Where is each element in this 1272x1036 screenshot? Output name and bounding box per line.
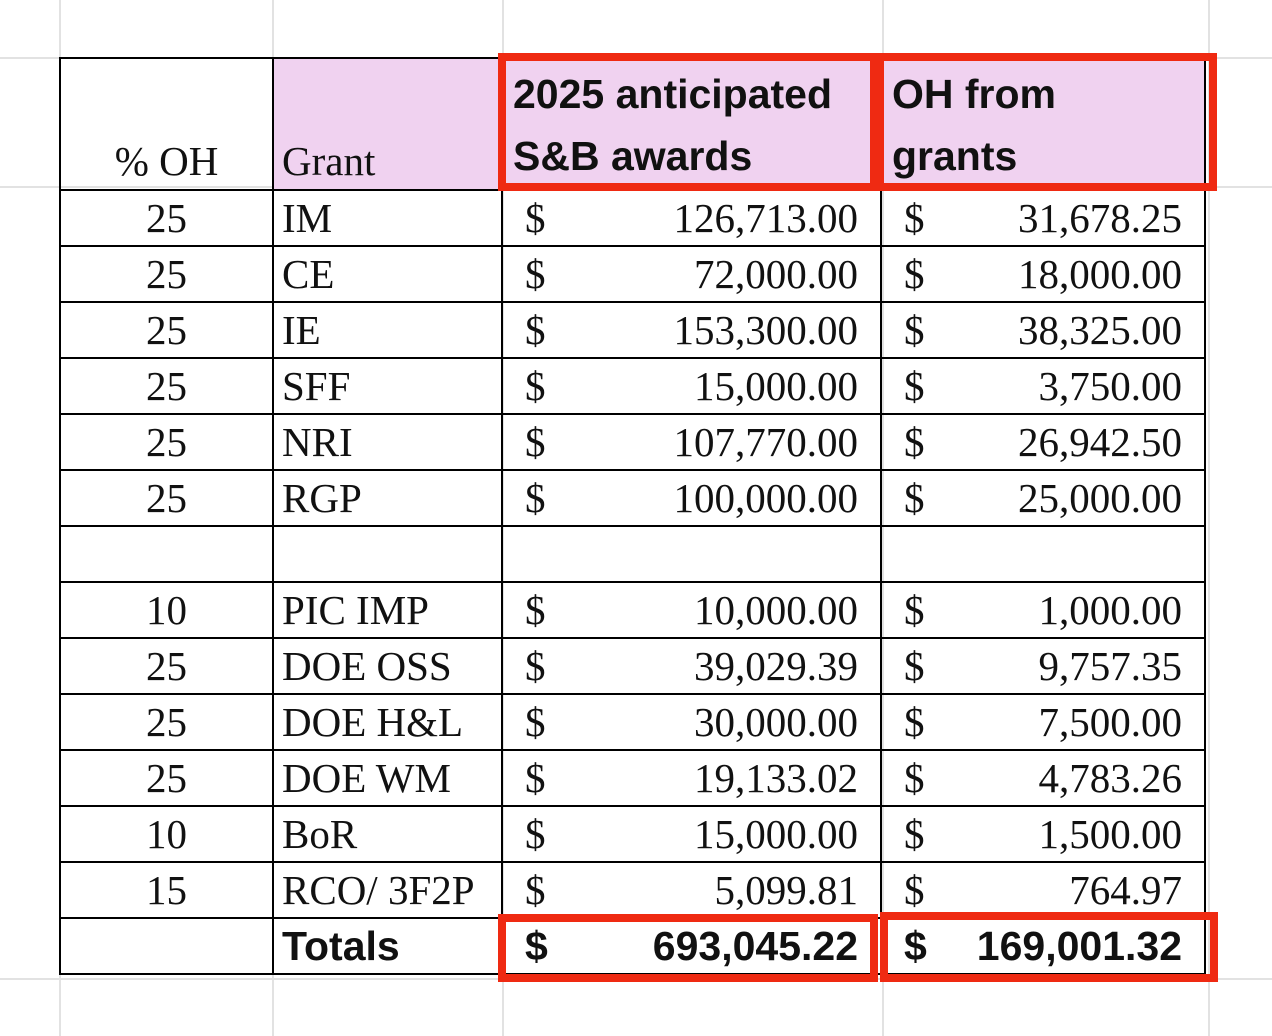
currency-symbol: $ bbox=[904, 363, 925, 409]
amount: 72,000.00 bbox=[694, 251, 858, 297]
money-value bbox=[503, 586, 880, 634]
money-value bbox=[503, 194, 880, 242]
awards-cell[interactable] bbox=[502, 638, 881, 694]
oh-percent-cell[interactable]: 25 bbox=[60, 302, 273, 358]
amount: 7,500.00 bbox=[1038, 699, 1182, 745]
currency-symbol: $ bbox=[904, 251, 925, 297]
amount: 169,001.32 bbox=[976, 922, 1182, 969]
highlight-box-oh-header bbox=[876, 53, 1217, 191]
currency-symbol: $ bbox=[904, 755, 925, 801]
grant-name-cell[interactable] bbox=[273, 526, 502, 582]
table-row bbox=[60, 750, 1205, 806]
currency-symbol: $ bbox=[525, 643, 546, 689]
awards-cell[interactable] bbox=[502, 190, 881, 246]
oh-percent-cell[interactable] bbox=[60, 526, 273, 582]
header-awards-line-2: S&B awards bbox=[513, 133, 753, 179]
amount: 153,300.00 bbox=[673, 307, 858, 353]
awards-cell[interactable] bbox=[502, 246, 881, 302]
amount: 764.97 bbox=[1069, 867, 1182, 913]
awards-cell[interactable] bbox=[502, 862, 881, 918]
money-value bbox=[503, 306, 880, 354]
awards-cell[interactable] bbox=[502, 694, 881, 750]
money-value bbox=[882, 250, 1204, 298]
money-value bbox=[882, 194, 1204, 242]
table-row bbox=[60, 638, 1205, 694]
money-value bbox=[503, 418, 880, 466]
money-value bbox=[503, 474, 880, 522]
header-grant[interactable]: Grant bbox=[273, 58, 502, 190]
awards-cell[interactable] bbox=[502, 414, 881, 470]
money-value bbox=[882, 306, 1204, 354]
oh-amount-cell[interactable] bbox=[881, 190, 1205, 246]
oh-amount-cell[interactable] bbox=[881, 750, 1205, 806]
oh-percent-cell[interactable]: 25 bbox=[60, 246, 273, 302]
amount: 693,045.22 bbox=[652, 922, 858, 969]
table-row bbox=[60, 862, 1205, 918]
totals-label[interactable]: Totals bbox=[273, 918, 502, 974]
oh-percent-cell[interactable]: 25 bbox=[60, 470, 273, 526]
oh-amount-cell[interactable] bbox=[881, 414, 1205, 470]
oh-amount-cell[interactable] bbox=[881, 526, 1205, 582]
currency-symbol: $ bbox=[904, 195, 925, 241]
money-value bbox=[882, 586, 1204, 634]
amount: 4,783.26 bbox=[1038, 755, 1182, 801]
currency-symbol: $ bbox=[525, 755, 546, 801]
grant-name-cell[interactable]: IM bbox=[273, 190, 502, 246]
currency-symbol: $ bbox=[525, 251, 546, 297]
amount: 1,500.00 bbox=[1038, 811, 1182, 857]
currency-symbol: $ bbox=[525, 867, 546, 913]
amount: 19,133.02 bbox=[694, 755, 858, 801]
amount: 15,000.00 bbox=[694, 811, 858, 857]
grant-name-cell[interactable]: SFF bbox=[273, 358, 502, 414]
totals-empty-cell[interactable] bbox=[60, 918, 273, 974]
table-row bbox=[60, 470, 1205, 526]
grant-name-cell[interactable]: DOE OSS bbox=[273, 638, 502, 694]
table-row bbox=[60, 806, 1205, 862]
oh-percent-cell[interactable]: 25 bbox=[60, 694, 273, 750]
table-row bbox=[60, 414, 1205, 470]
currency-symbol: $ bbox=[904, 699, 925, 745]
currency-symbol: $ bbox=[525, 699, 546, 745]
highlight-box-oh-total bbox=[880, 912, 1218, 982]
amount: 26,942.50 bbox=[1018, 419, 1182, 465]
grant-name-cell[interactable]: PIC IMP bbox=[273, 582, 502, 638]
awards-cell[interactable] bbox=[502, 470, 881, 526]
currency-symbol: $ bbox=[525, 475, 546, 521]
grant-name-cell[interactable]: BoR bbox=[273, 806, 502, 862]
amount: 39,029.39 bbox=[694, 643, 858, 689]
oh-percent-cell[interactable]: 25 bbox=[60, 358, 273, 414]
awards-cell[interactable] bbox=[502, 526, 881, 582]
awards-cell[interactable] bbox=[502, 302, 881, 358]
oh-amount-cell[interactable] bbox=[881, 358, 1205, 414]
amount: 107,770.00 bbox=[673, 419, 858, 465]
awards-cell[interactable] bbox=[502, 358, 881, 414]
oh-percent-cell[interactable]: 10 bbox=[60, 582, 273, 638]
oh-amount-cell[interactable] bbox=[881, 862, 1205, 918]
money-value bbox=[882, 810, 1204, 858]
amount: 3,750.00 bbox=[1038, 363, 1182, 409]
money-value bbox=[882, 698, 1204, 746]
table-row bbox=[60, 526, 1205, 582]
oh-percent-cell[interactable]: 10 bbox=[60, 806, 273, 862]
highlight-box-awards-total bbox=[498, 914, 878, 982]
table-row bbox=[60, 358, 1205, 414]
highlight-box-awards-header bbox=[498, 53, 878, 191]
grant-overhead-table bbox=[59, 57, 1206, 975]
amount: 10,000.00 bbox=[694, 587, 858, 633]
oh-amount-cell[interactable] bbox=[881, 302, 1205, 358]
currency-symbol: $ bbox=[525, 587, 546, 633]
currency-symbol: $ bbox=[904, 922, 927, 969]
currency-symbol: $ bbox=[525, 811, 546, 857]
money-value bbox=[503, 698, 880, 746]
table-row bbox=[60, 302, 1205, 358]
currency-symbol: $ bbox=[904, 419, 925, 465]
currency-symbol: $ bbox=[525, 363, 546, 409]
money-value bbox=[503, 810, 880, 858]
money-value bbox=[503, 362, 880, 410]
grant-name-cell[interactable]: DOE H&L bbox=[273, 694, 502, 750]
amount: 5,099.81 bbox=[714, 867, 858, 913]
amount: 15,000.00 bbox=[694, 363, 858, 409]
table-row bbox=[60, 694, 1205, 750]
money-value bbox=[882, 754, 1204, 802]
currency-symbol: $ bbox=[904, 475, 925, 521]
header-oh-line-1: OH from bbox=[892, 71, 1056, 117]
awards-cell[interactable] bbox=[502, 806, 881, 862]
awards-cell[interactable] bbox=[502, 582, 881, 638]
oh-percent-cell[interactable]: 25 bbox=[60, 638, 273, 694]
table-row bbox=[60, 582, 1205, 638]
money-value bbox=[882, 474, 1204, 522]
header-awards-line-1: 2025 anticipated bbox=[513, 71, 833, 117]
amount: 126,713.00 bbox=[673, 195, 858, 241]
amount: 38,325.00 bbox=[1018, 307, 1182, 353]
header-oh-line-2: grants bbox=[892, 133, 1018, 179]
header-oh-percent[interactable]: % OH bbox=[60, 58, 273, 190]
awards-cell[interactable] bbox=[502, 750, 881, 806]
currency-symbol: $ bbox=[904, 587, 925, 633]
oh-amount-cell[interactable] bbox=[881, 806, 1205, 862]
grant-name-cell[interactable]: RCO/ 3F2P bbox=[273, 862, 502, 918]
currency-symbol: $ bbox=[525, 419, 546, 465]
amount: 25,000.00 bbox=[1018, 475, 1182, 521]
amount: 9,757.35 bbox=[1038, 643, 1182, 689]
oh-amount-cell[interactable] bbox=[881, 582, 1205, 638]
amount: 30,000.00 bbox=[694, 699, 858, 745]
money-value bbox=[882, 642, 1204, 690]
money-value bbox=[503, 250, 880, 298]
money-value bbox=[503, 754, 880, 802]
money-value bbox=[503, 866, 880, 914]
currency-symbol: $ bbox=[904, 811, 925, 857]
table-row bbox=[60, 190, 1205, 246]
amount: 31,678.25 bbox=[1018, 195, 1182, 241]
grant-name-cell[interactable]: RGP bbox=[273, 470, 502, 526]
grant-name-cell[interactable]: DOE WM bbox=[273, 750, 502, 806]
oh-percent-cell[interactable]: 15 bbox=[60, 862, 273, 918]
grant-name-cell[interactable]: CE bbox=[273, 246, 502, 302]
currency-symbol: $ bbox=[525, 307, 546, 353]
table-row bbox=[60, 246, 1205, 302]
money-value bbox=[503, 642, 880, 690]
grant-name-cell[interactable]: NRI bbox=[273, 414, 502, 470]
money-value bbox=[882, 362, 1204, 410]
oh-amount-cell[interactable] bbox=[881, 694, 1205, 750]
amount: 100,000.00 bbox=[673, 475, 858, 521]
oh-percent-cell[interactable]: 25 bbox=[60, 414, 273, 470]
oh-amount-cell[interactable] bbox=[881, 246, 1205, 302]
grant-name-cell[interactable]: IE bbox=[273, 302, 502, 358]
amount: 1,000.00 bbox=[1038, 587, 1182, 633]
oh-percent-cell[interactable]: 25 bbox=[60, 750, 273, 806]
currency-symbol: $ bbox=[525, 922, 548, 969]
currency-symbol: $ bbox=[904, 867, 925, 913]
currency-symbol: $ bbox=[525, 195, 546, 241]
currency-symbol: $ bbox=[904, 307, 925, 353]
oh-percent-cell[interactable]: 25 bbox=[60, 190, 273, 246]
oh-amount-cell[interactable] bbox=[881, 638, 1205, 694]
money-value bbox=[882, 866, 1204, 914]
money-value bbox=[882, 418, 1204, 466]
oh-amount-cell[interactable] bbox=[881, 470, 1205, 526]
amount: 18,000.00 bbox=[1018, 251, 1182, 297]
currency-symbol: $ bbox=[904, 643, 925, 689]
